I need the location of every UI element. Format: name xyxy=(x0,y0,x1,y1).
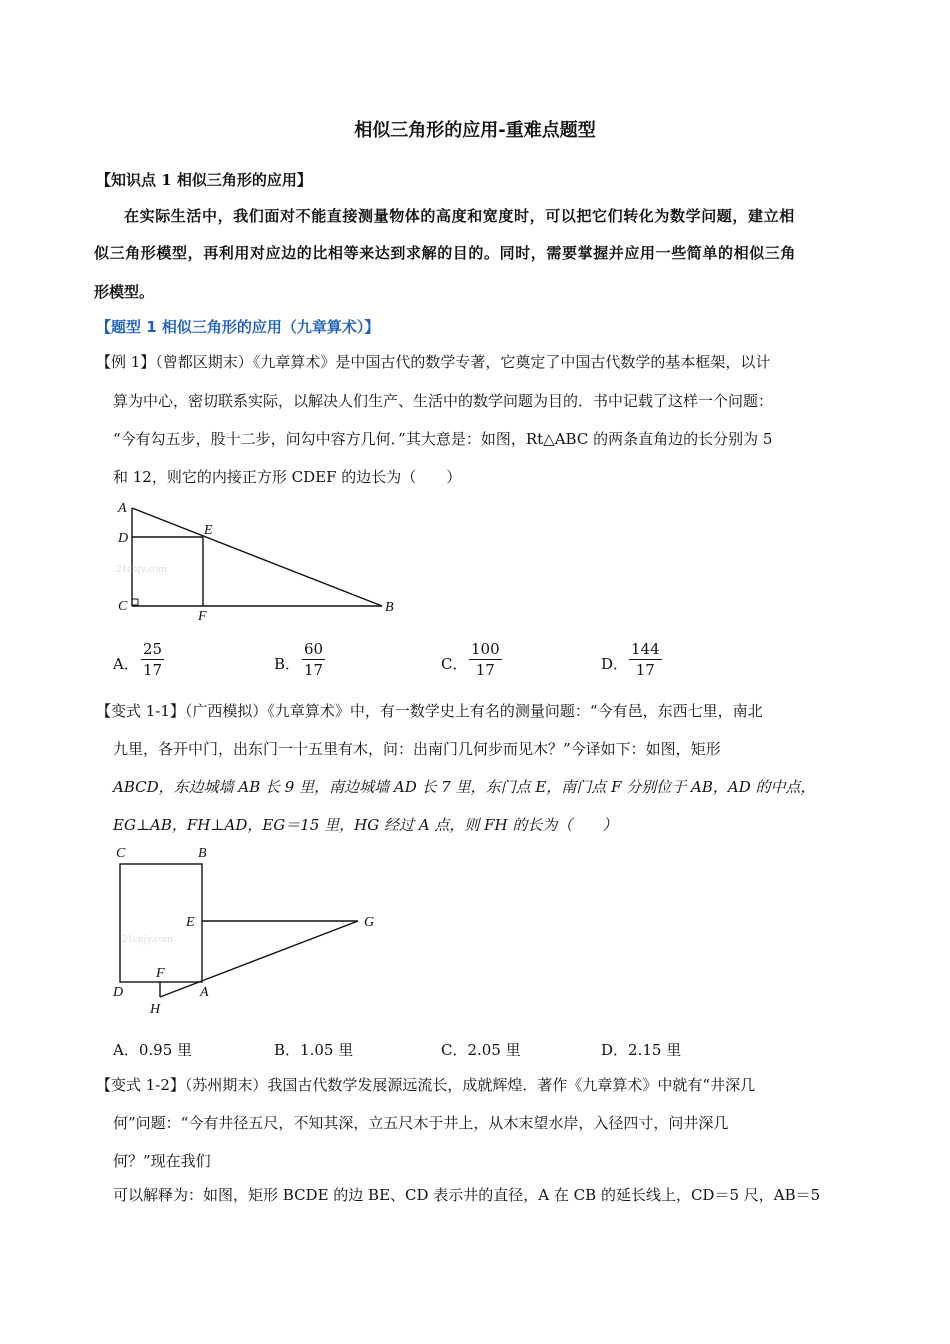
figure1-label-e: E xyxy=(204,523,213,538)
figure2-label-e: E xyxy=(186,915,195,930)
example-1-option-a-label: A． xyxy=(113,655,139,673)
example-1-option-d-label: D． xyxy=(601,655,629,673)
option-b-denominator: 17 xyxy=(304,661,324,679)
example-1-line-4: 和 12，则它的内接正方形 CDEF 的边长为（ ） xyxy=(113,468,462,486)
knowledge-point-heading: 【知识点 1 相似三角形的应用】 xyxy=(96,171,312,189)
example-1-option-c-label: C． xyxy=(441,655,468,673)
option-b-numerator: 60 xyxy=(304,640,324,658)
question-type-1-heading: 【题型 1 相似三角形的应用（九章算术）】 xyxy=(96,318,380,336)
option-d-denominator: 17 xyxy=(635,661,655,679)
option-a-numerator: 25 xyxy=(143,640,163,658)
variant-1-1-line-2: 九里，各开中门，出东门一十五里有木，问：出南门几何步而见木？”今译如下：如图，矩形 xyxy=(113,740,721,758)
rectangle-city-figure xyxy=(108,840,388,1020)
figure1-watermark: 21cnjy.com xyxy=(116,563,167,575)
example-1-option-b-label: B． xyxy=(274,655,301,673)
example-1-option-b-fraction xyxy=(302,639,325,680)
example-1-option-d-fraction xyxy=(629,639,662,680)
knowledge-point-line-2: 似三角形模型，再利用对应边的比相等来达到求解的目的。同时，需要掌握并应用一些简单的相似三角 xyxy=(94,244,797,262)
variant-1-2-line-4: 可以解释为：如图，矩形 BCDE 的边 BE、CD 表示井的直径，A 在 CB 的延长线上，CD＝5 尺，AB＝5 xyxy=(113,1186,821,1204)
figure2-watermark: 21cnjy.com xyxy=(122,933,173,945)
variant-1-2-line-1: 【变式 1-2】（苏州期末）我国古代数学发展源远流长，成就辉煌．著作《九章算术》中就有“井深几 xyxy=(96,1076,756,1094)
figure1-label-b: B xyxy=(385,600,394,615)
option-c-numerator: 100 xyxy=(471,640,500,658)
option-a-denominator: 17 xyxy=(143,661,163,679)
option-d-numerator: 144 xyxy=(631,640,660,658)
option-c-denominator: 17 xyxy=(475,661,495,679)
variant-1-1-line-1: 【变式 1-1】（广西模拟）《九章算术》中，有一数学史上有名的测量问题：“今有邑，东西七里，南北 xyxy=(96,702,763,720)
figure2-label-h: H xyxy=(150,1002,161,1017)
example-1-line-1: 【例 1】（曾都区期末）《九章算术》是中国古代的数学专著，它奠定了中国古代数学的基本框架，以计 xyxy=(96,353,771,371)
example-1-line-2: 算为中心，密切联系实际，以解决人们生产、生活中的数学问题为目的．书中记载了这样一个问题： xyxy=(113,392,774,410)
example-1-line-3: “今有勾五步，股十二步，问勾中容方几何．”其大意是：如图，Rt△ABC 的两条直角边的长分别为 5 xyxy=(113,430,773,448)
variant-1-1-option-d: D．2.15 里 xyxy=(601,1041,682,1059)
figure1-label-a: A xyxy=(118,501,127,516)
example-1-option-a-fraction xyxy=(141,639,164,680)
page-title: 相似三角形的应用-重难点题型 xyxy=(354,120,596,141)
variant-1-2-line-2: 何”问题：“今有井径五尺，不知其深，立五尺木于井上，从木末望水岸，入径四寸，问井深几 xyxy=(113,1114,729,1132)
variant-1-2-line-3: 何？”现在我们 xyxy=(113,1152,211,1170)
figure2-label-f: F xyxy=(156,966,165,981)
figure1-label-d: D xyxy=(118,531,129,546)
figure2-label-a: A xyxy=(200,985,209,1000)
variant-1-1-option-a: A．0.95 里 xyxy=(113,1041,192,1059)
variant-1-1-option-b: B．1.05 里 xyxy=(274,1041,354,1059)
figure2-label-c: C xyxy=(116,846,126,861)
variant-1-1-line-4: EG⊥AB，FH⊥AD，EG＝15 里，HG 经过 A 点，则 FH 的长为（ ） xyxy=(113,816,618,834)
triangle-square-figure xyxy=(110,496,410,626)
figure2-label-g: G xyxy=(364,915,375,930)
variant-1-1-line-3: ABCD，东边城墙 AB 长 9 里，南边城墙 AD 长 7 里，东门点 E，南门点 F 分别位于 AB，AD 的中点， xyxy=(113,778,816,796)
variant-1-1-option-c: C．2.05 里 xyxy=(441,1041,521,1059)
example-1-option-c-fraction xyxy=(469,639,502,680)
knowledge-point-line-3: 形模型。 xyxy=(94,283,155,301)
figure2-label-b: B xyxy=(198,846,207,861)
knowledge-point-line-1: 在实际生活中，我们面对不能直接测量物体的高度和宽度时，可以把它们转化为数学问题，建立相 xyxy=(124,207,795,225)
figure1-label-f: F xyxy=(198,609,207,624)
figure1-label-c: C xyxy=(118,599,128,614)
figure2-label-d: D xyxy=(113,985,124,1000)
